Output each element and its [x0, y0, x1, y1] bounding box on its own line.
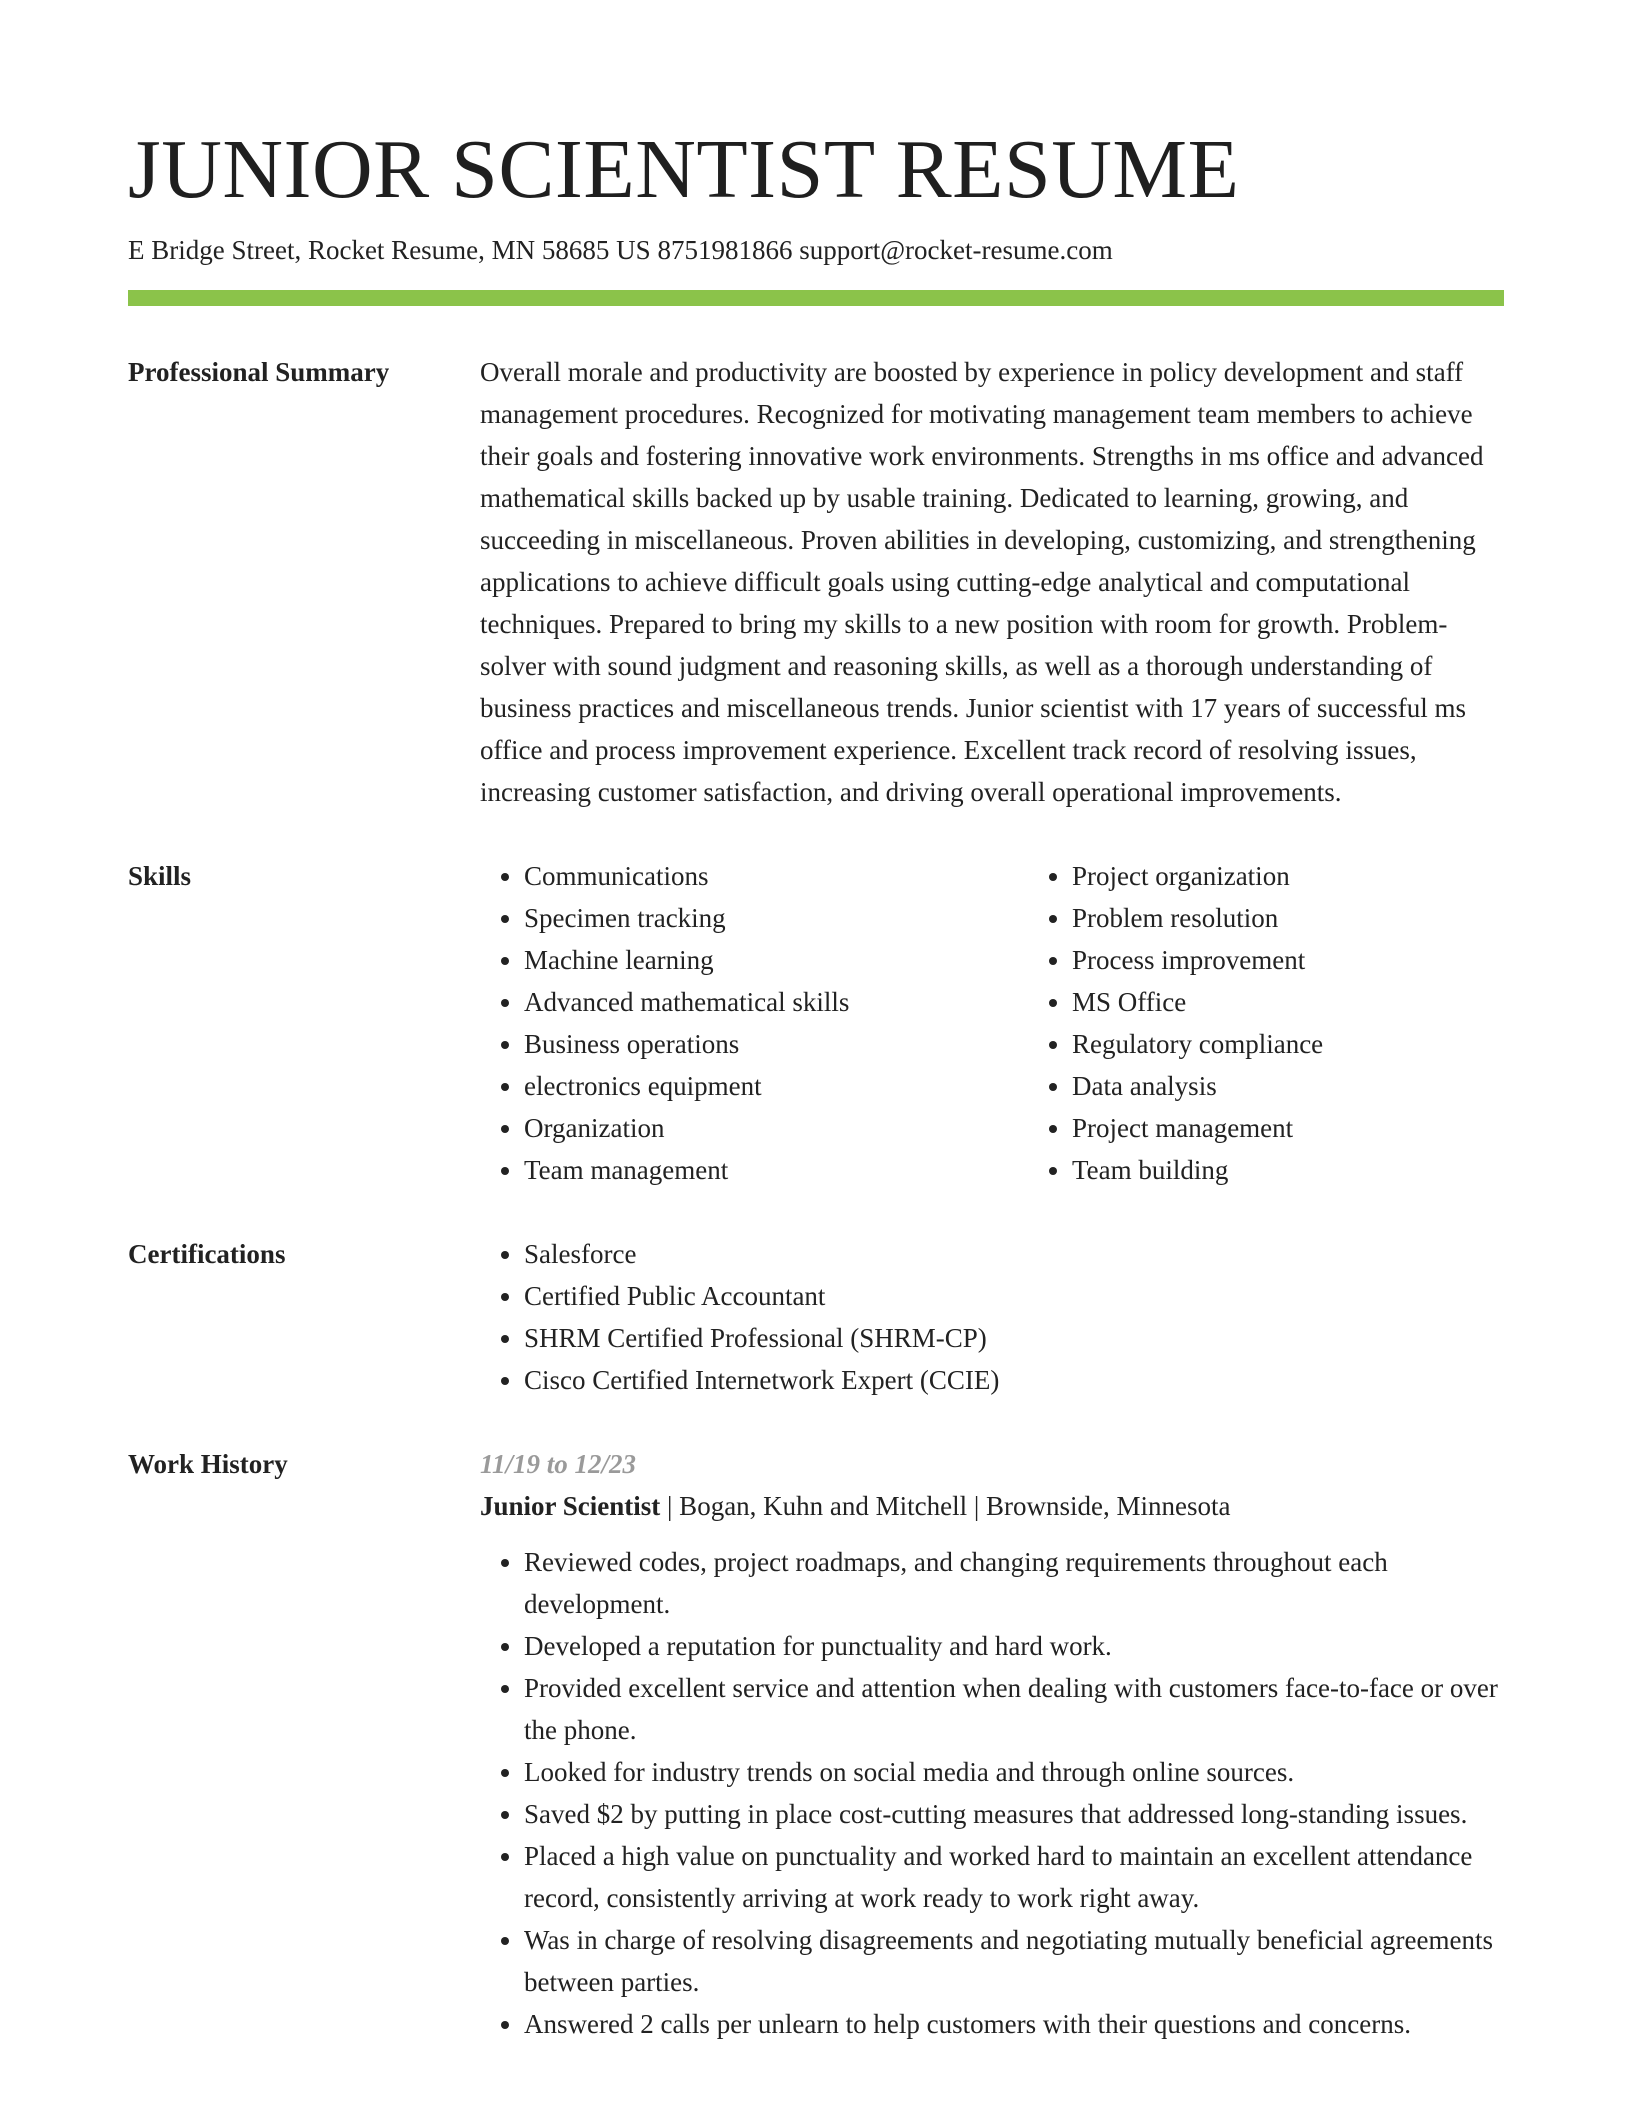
certification-item: • Salesforce [524, 1233, 1504, 1275]
header-divider [128, 290, 1504, 306]
skill-item: • Problem resolution [1072, 897, 1576, 939]
skill-item: • Communications [524, 855, 1028, 897]
skill-item: • Process improvement [1072, 939, 1576, 981]
job-bullet: • Developed a reputation for punctuality and hard work. [524, 1625, 1504, 1667]
job-title: Junior Scientist [480, 1491, 661, 1521]
skills-section [128, 855, 1504, 1191]
skills-list-left [480, 855, 1028, 1191]
skill-item: • Team management [524, 1149, 1028, 1191]
skills-list-right [1028, 855, 1576, 1191]
job-bullet: • Provided excellent service and attention when dealing with customers face-to-face or over the phone. [524, 1667, 1504, 1751]
job-dates: 11/19 to 12/23 [480, 1449, 637, 1479]
job-bullet: • Placed a high value on punctuality and worked hard to maintain an excellent attendance record, consistently arriving at work ready to work right away. [524, 1835, 1504, 1919]
job-bullet: • Looked for industry trends on social media and through online sources. [524, 1751, 1504, 1793]
job-bullet: • Saved $2 by putting in place cost-cutting measures that addressed long-standing issues. [524, 1793, 1504, 1835]
contact-line: E Bridge Street, Rocket Resume, MN 58685 US 8751981866 support@rocket-resume.com [128, 235, 1113, 265]
work-history-section [128, 1443, 1504, 2045]
skill-item: • MS Office [1072, 981, 1576, 1023]
job-header [480, 1485, 1504, 1527]
job-bullet: • Reviewed codes, project roadmaps, and changing requirements throughout each development. [524, 1541, 1504, 1625]
summary-text: Overall morale and productivity are boosted by experience in policy development and staff management procedures. Recognized for motivating management team members to achieve their goals and fostering innovative work environments. Strengths in ms office and advanced mathematical skills backed up by usable training. Dedicated to learning, growing, and succeeding in miscellaneous. Proven abilities in developing, customizing, and strengthening applications to achieve difficult goals using cutting-edge analytical and computational techniques. Prepared to bring my skills to a new position with room for growth. Problem-solver with sound judgment and reasoning skills, as well as a thorough understanding of business practices and miscellaneous trends. Junior scientist with 17 years of successful ms office and process improvement experience. Excellent track record of resolving issues, increasing customer satisfaction, and driving overall operational improvements. [480, 357, 1484, 807]
job-bullet: • Answered 2 calls per unlearn to help customers with their questions and concerns. [524, 2003, 1504, 2045]
job-bullet: • Was in charge of resolving disagreements and negotiating mutually beneficial agreements between parties. [524, 1919, 1504, 2003]
certifications-section [128, 1233, 1504, 1401]
certification-item: • Cisco Certified Internetwork Expert (CCIE) [524, 1359, 1504, 1401]
skill-item: • Project management [1072, 1107, 1576, 1149]
certifications-heading: Certifications [128, 1239, 286, 1269]
skills-heading: Skills [128, 861, 192, 891]
skill-item: • Business operations [524, 1023, 1028, 1065]
summary-section [128, 351, 1504, 813]
resume-title: JUNIOR SCIENTIST RESUME [128, 123, 1240, 216]
skill-item: • Regulatory compliance [1072, 1023, 1576, 1065]
summary-heading: Professional Summary [128, 357, 390, 387]
skill-item: • Data analysis [1072, 1065, 1576, 1107]
skill-item: • Machine learning [524, 939, 1028, 981]
skill-item: • Specimen tracking [524, 897, 1028, 939]
certification-item: • Certified Public Accountant [524, 1275, 1504, 1317]
job-employer-location: | Bogan, Kuhn and Mitchell | Brownside, Minnesota [660, 1491, 1231, 1521]
skill-item: • Organization [524, 1107, 1028, 1149]
certifications-list [480, 1233, 1504, 1401]
skill-item: • electronics equipment [524, 1065, 1028, 1107]
work-history-heading: Work History [128, 1449, 288, 1479]
skill-item: • Project organization [1072, 855, 1576, 897]
skill-item: • Advanced mathematical skills [524, 981, 1028, 1023]
job-bullets [480, 1541, 1504, 2045]
resume-page [128, 118, 1504, 2045]
skill-item: • Team building [1072, 1149, 1576, 1191]
certification-item: • SHRM Certified Professional (SHRM-CP) [524, 1317, 1504, 1359]
